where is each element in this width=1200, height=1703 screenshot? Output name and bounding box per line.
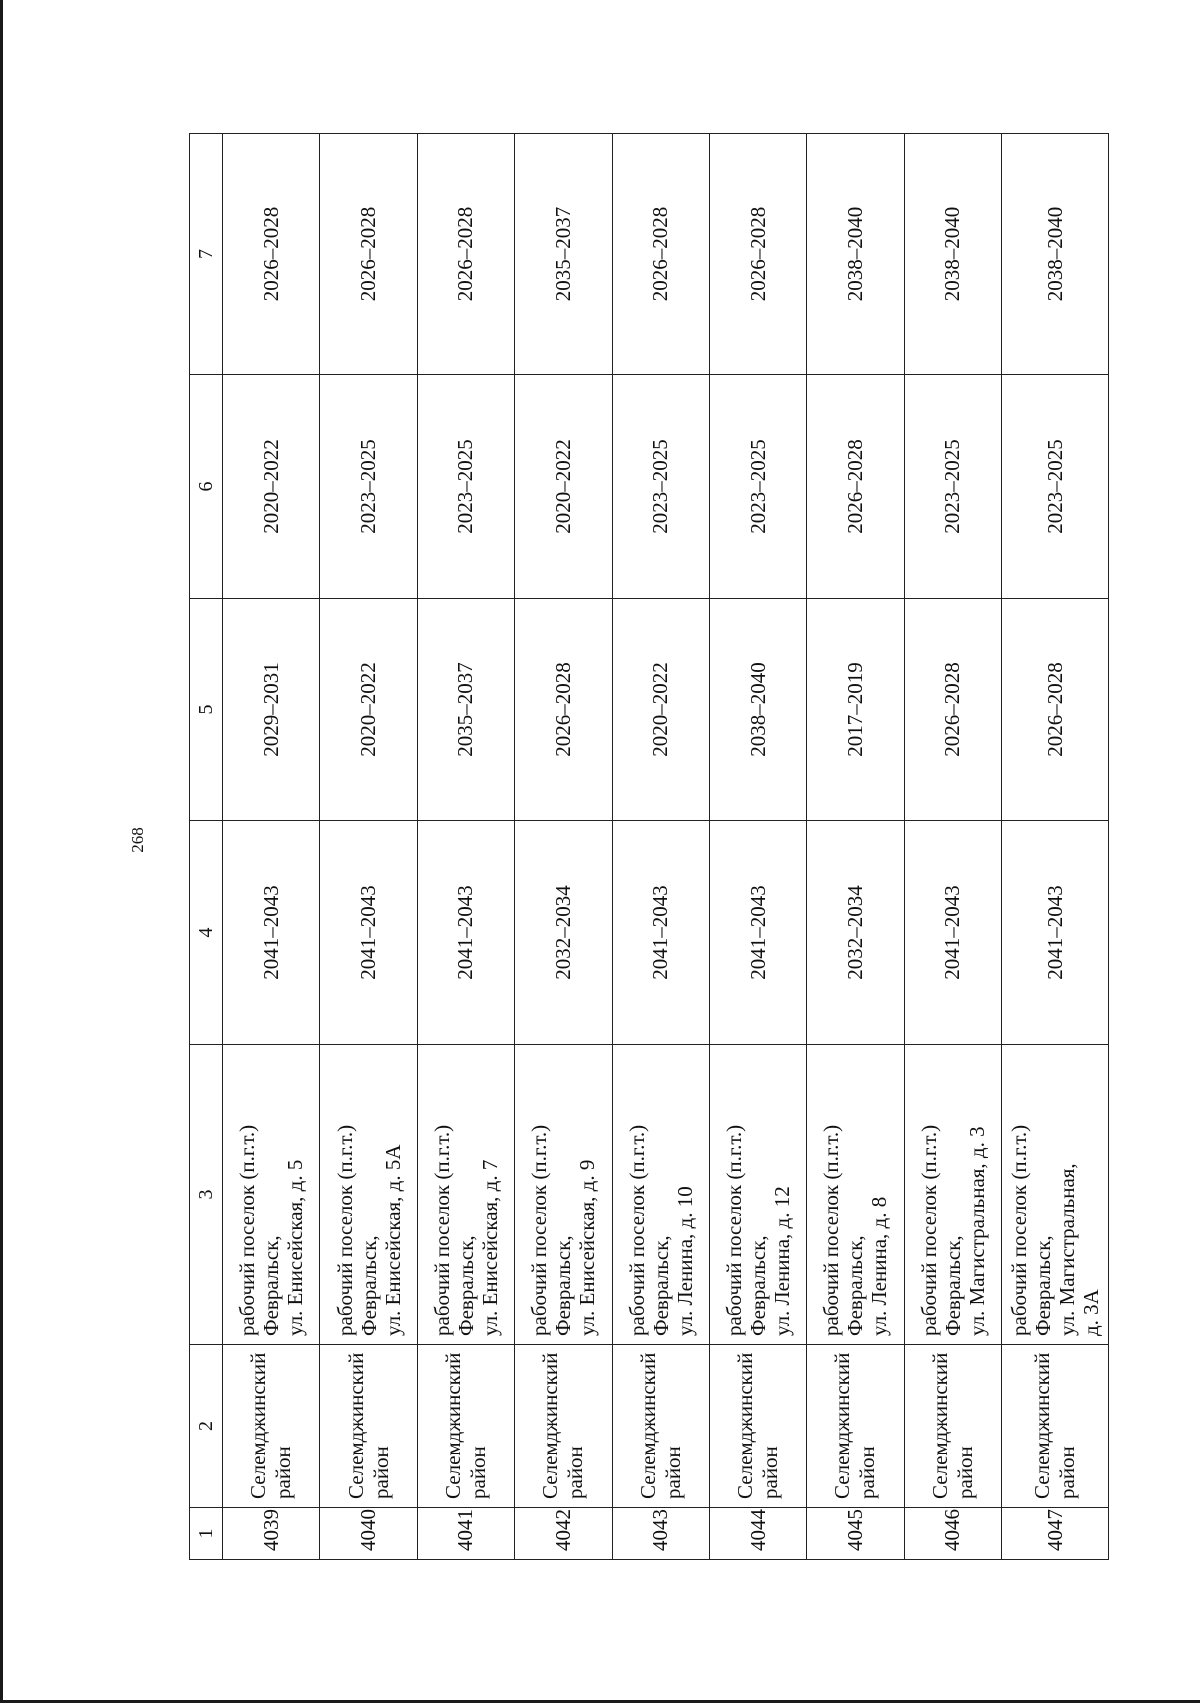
district-cell: Селемджинский район [515, 1345, 612, 1508]
period-cell: 2041–2043 [223, 821, 320, 1045]
address-cell [709, 1045, 806, 1345]
period-cell: 2041–2043 [709, 821, 806, 1045]
address-line: Февральск, [843, 1235, 868, 1336]
address-line: ул. Магистральная, [1055, 1163, 1079, 1336]
address-cell [417, 1045, 514, 1345]
period-cell: 2026–2028 [807, 375, 904, 599]
address-line: ул. Ленина, д. 12 [770, 1186, 795, 1336]
period-cell: 2017–2019 [807, 599, 904, 821]
address-line: д. 3А [1079, 1289, 1103, 1336]
district-cell: Селемджинский район [904, 1345, 1001, 1508]
address-line: рабочий поселок (п.г.т.) [235, 1124, 260, 1336]
scan-edge-left [0, 0, 3, 1703]
address-cell [223, 1045, 320, 1345]
address-line: Февральск, [648, 1235, 673, 1336]
district-cell: Селемджинский район [223, 1345, 320, 1508]
period-cell: 2020–2022 [223, 375, 320, 599]
period-cell: 2041–2043 [417, 821, 514, 1045]
period-cell: 2026–2028 [904, 599, 1001, 821]
address-line: Февральск, [356, 1235, 381, 1336]
district-cell: Селемджинский район [612, 1345, 709, 1508]
table-row [223, 134, 320, 1560]
table-row [320, 134, 417, 1560]
column-header: 5 [190, 599, 223, 821]
period-cell: 2026–2028 [515, 599, 612, 821]
address-line: ул. Енисейская, д. 9 [575, 1159, 600, 1336]
period-cell: 2023–2025 [709, 375, 806, 599]
column-header: 2 [190, 1345, 223, 1508]
address-line: ул. Енисейская, д. 5А [380, 1144, 405, 1336]
address-cell [612, 1045, 709, 1345]
period-cell: 2038–2040 [807, 134, 904, 375]
address-line: Февральск, [940, 1235, 965, 1336]
table-row [612, 134, 709, 1560]
address-line: рабочий поселок (п.г.т.) [916, 1124, 941, 1336]
row-id: 4046 [904, 1508, 1001, 1560]
period-cell: 2038–2040 [904, 134, 1001, 375]
page-number: 268 [128, 827, 147, 853]
period-cell: 2032–2034 [807, 821, 904, 1045]
period-cell: 2020–2022 [612, 599, 709, 821]
period-cell: 2023–2025 [320, 375, 417, 599]
address-cell [1002, 1045, 1109, 1345]
row-id: 4039 [223, 1508, 320, 1560]
period-cell: 2026–2028 [320, 134, 417, 375]
period-cell: 2023–2025 [1002, 375, 1109, 599]
table-row [709, 134, 806, 1560]
period-cell: 2041–2043 [904, 821, 1001, 1045]
period-cell: 2035–2037 [515, 134, 612, 375]
period-cell: 2026–2028 [1002, 599, 1109, 821]
district-cell: Селемджинский район [807, 1345, 904, 1508]
address-line: рабочий поселок (п.г.т.) [1007, 1124, 1031, 1336]
address-line: Февральск, [1031, 1235, 1055, 1336]
period-cell: 2023–2025 [904, 375, 1001, 599]
period-cell: 2026–2028 [612, 134, 709, 375]
row-id: 4040 [320, 1508, 417, 1560]
period-cell: 2032–2034 [515, 821, 612, 1045]
period-cell: 2023–2025 [612, 375, 709, 599]
district-cell: Селемджинский район [417, 1345, 514, 1508]
column-header: 1 [190, 1508, 223, 1560]
row-id: 4042 [515, 1508, 612, 1560]
address-line: рабочий поселок (п.г.т.) [624, 1124, 649, 1336]
address-line: ул. Ленина, д. 8 [867, 1196, 892, 1336]
district-cell: Селемджинский район [709, 1345, 806, 1508]
table-row [515, 134, 612, 1560]
table-container [189, 134, 1109, 1560]
table-row [807, 134, 904, 1560]
column-header: 4 [190, 821, 223, 1045]
period-cell: 2038–2040 [709, 599, 806, 821]
period-cell: 2020–2022 [320, 599, 417, 821]
period-cell: 2038–2040 [1002, 134, 1109, 375]
column-header: 6 [190, 375, 223, 599]
table-row [1002, 134, 1109, 1560]
address-line: ул. Енисейская, д. 7 [477, 1159, 502, 1336]
period-cell: 2035–2037 [417, 599, 514, 821]
schedule-table [189, 133, 1109, 1560]
address-line: Февральск, [746, 1235, 771, 1336]
period-cell: 2026–2028 [417, 134, 514, 375]
table-row [904, 134, 1001, 1560]
address-cell [320, 1045, 417, 1345]
period-cell: 2041–2043 [320, 821, 417, 1045]
address-line: Февральск, [453, 1235, 478, 1336]
column-header: 7 [190, 134, 223, 375]
address-line: рабочий поселок (п.г.т.) [429, 1124, 454, 1336]
address-line: ул. Магистральная, д. 3 [964, 1126, 989, 1336]
address-line: рабочий поселок (п.г.т.) [332, 1124, 357, 1336]
row-id: 4045 [807, 1508, 904, 1560]
row-id: 4043 [612, 1508, 709, 1560]
address-line: рабочий поселок (п.г.т.) [527, 1124, 552, 1336]
row-id: 4041 [417, 1508, 514, 1560]
table-row [417, 134, 514, 1560]
address-cell [515, 1045, 612, 1345]
address-line: рабочий поселок (п.г.т.) [819, 1124, 844, 1336]
table-header-row [190, 134, 223, 1560]
address-cell [807, 1045, 904, 1345]
period-cell: 2029–2031 [223, 599, 320, 821]
row-id: 4047 [1002, 1508, 1109, 1560]
address-line: Февральск, [551, 1235, 576, 1336]
row-id: 4044 [709, 1508, 806, 1560]
district-cell: Селемджинский район [320, 1345, 417, 1508]
period-cell: 2026–2028 [223, 134, 320, 375]
period-cell: 2020–2022 [515, 375, 612, 599]
period-cell: 2041–2043 [1002, 821, 1109, 1045]
period-cell: 2026–2028 [709, 134, 806, 375]
period-cell: 2023–2025 [417, 375, 514, 599]
address-line: ул. Ленина, д. 10 [672, 1186, 697, 1336]
address-cell [904, 1045, 1001, 1345]
period-cell: 2041–2043 [612, 821, 709, 1045]
district-cell: Селемджинский район [1002, 1345, 1109, 1508]
address-line: ул. Енисейская, д. 5 [283, 1159, 308, 1336]
address-line: рабочий поселок (п.г.т.) [722, 1124, 747, 1336]
address-line: Февральск, [259, 1235, 284, 1336]
column-header: 3 [190, 1045, 223, 1345]
